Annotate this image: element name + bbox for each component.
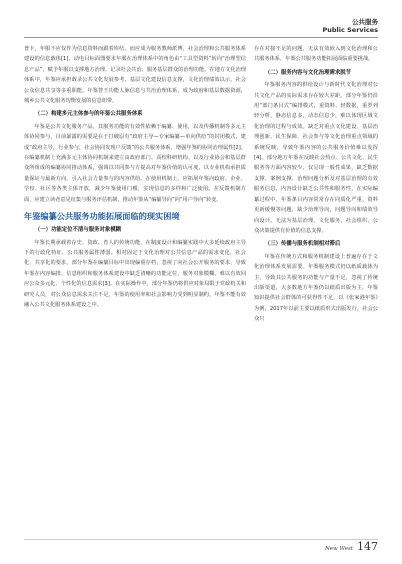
left-column: [24, 44, 246, 310]
subsection-heading: （三）传播与服务机制相对滞后: [264, 241, 341, 248]
page-footer: [325, 540, 378, 553]
paragraph: 年鉴服务内容的供给设计与新时代文化治理对公共文化产品的实际需求存在较大差距。部分年鉴仍沿用“部门条目式”编排模式，重资料、轻数据，重罗列轻分析，静态信息多，动态信息少，难以体现区域文化治理的过程与成效。缺乏对重点文化建设、基层治理创新、民生保障、社会参与等文化治理重点领域的系统反映，导致年鉴内容的公共服务价值难以发挥[4]。部分地方年鉴在反映社会热点、公共文化、民生服务等方面内容较少，仅呈现一般性成果，缺乏数据支撑、案例支撑、治理问题分析及对基层治理的有效服务信息，内容设计缺乏公共性和服务性。在实际编纂过程中，年鉴条目内容常常存在同质化严重、资料更新缓慢等问题，缺少治理导向，问题导向和绩效导向设计，无法为基层治理、文化服务、社会组织、公众决策提供有价值的信息支撑。: [254, 82, 378, 234]
section-title: 年鉴编纂公共服务功能拓展面临的现实困境: [24, 211, 180, 222]
header-title-en: Public Services: [322, 26, 378, 34]
paragraph: 年鉴在传统方式和服务机制建设上普遍存在于文化治理体系发展需要。年鉴服务模式仍以纸质载体为主，导致其公共服务的功能与产量不足，忽视了传统出版渠道，大多数地方年鉴仍以纸质出版为主，年鉴知识提供社会群体的可获得性不足，以《张家港年鉴》为例，2017年以前主要以纸质形式出版发行，社会公众只: [254, 253, 378, 323]
paragraph: 普卡，年服不应仅作为信息资料而跟着库结。而应成为服务教师派博，社会治理和公共服务体系建设的信息载体[1]，动电目标面图要求年服在治理体系中的角色由“工具型资料”转向“治理型信息产品”，赋予年服以支撑地方治理、记录社会共治、服务基层群众的治理功能。在地方文化治理体系中，年鉴应承担载录公共文化发展参考，基层文化建设信息支撑，文化治理绩效以示，社会公众信息共享等多重职能。年鉴替王功能人脉信息与共治治理体系，成为政府和基层数据资源，城乡公共文化服务均衡发展的信息纽带。: [24, 46, 246, 105]
page-number: 147: [357, 540, 378, 553]
paragraph: 年鉴是公共文化服务产品，其服务功能的有效性依赖于编纂、使用，以及传播机制等多元主体协同参与。目前暴露的需要是在于打破原有“政府主导—专家编纂—单向供给”的封闭模式，建成“政府主导，行业参与，社会协同发现户反馈”的公共服务体系，增强年鉴的协同治理属性[2]。在编纂机制上充满多元主体协同机制来建立由政府部门、高校科研机构、以及行业协会和基层群众所组成的编纂协同推动体系，强调以共同参与方提高对年鉴价值的认可度，以专业机构承担质量保证与最新方向，引入社会力量参与的内容供给。在使用机制上，应拓展年鉴向政府、企业、学校、社区等各类主体开放，减少年鉴使用门槛，实现信息的多样和广泛使用。在反馈机制方面，应建立读者意见征集与服务评估机制，推动年鉴从“编纂导向”向“用户导向”转变。: [24, 123, 246, 203]
header-title-cn: 公共服务: [352, 18, 378, 26]
paragraph: 年鉴长期承载着存史、资政、育人的传统功能，在制度设计和编纂实践中大多延续政府主导下的行政化特征，公共服务属性薄弱。相对固定于文化治理对公共信息产品的需求变化，社会化、共享化的要求，部分年鉴在编纂目标中出现偏重存档、忽视了向社会公开服务的要求，导致年鉴在内容编排、信息组织和服务体系建设中缺乏清晰的功能定位，服务对象模糊，难以有效回应公众多元化、个性化的信息需求[3]。在实际操作中，部分年鉴仍将供应对象局限于党政机关和研究人员，对公众信息需求关注不足，年鉴的使用率和社会影响力受到明显制约，年鉴不能有效融入公共文化服务体系建设之中。: [24, 239, 246, 308]
subsection-heading: （二）服务内容与文化治理需求脱节: [264, 69, 352, 76]
subsection-heading: （一）功能定位不清与服务对象模糊: [34, 227, 122, 234]
right-column: [254, 44, 378, 325]
footer-brand: New West: [324, 546, 353, 552]
header-divider: [24, 37, 378, 38]
paragraph: 存在对接不足的问题，无法有效嵌入到文化治理和公共服务体系，年鉴公共服务功能拓展面临重要挑战。: [254, 46, 378, 63]
page-header: [322, 18, 378, 34]
subsection-heading: （二）构建多元主体参与的年鉴公共服务体系: [34, 111, 143, 118]
